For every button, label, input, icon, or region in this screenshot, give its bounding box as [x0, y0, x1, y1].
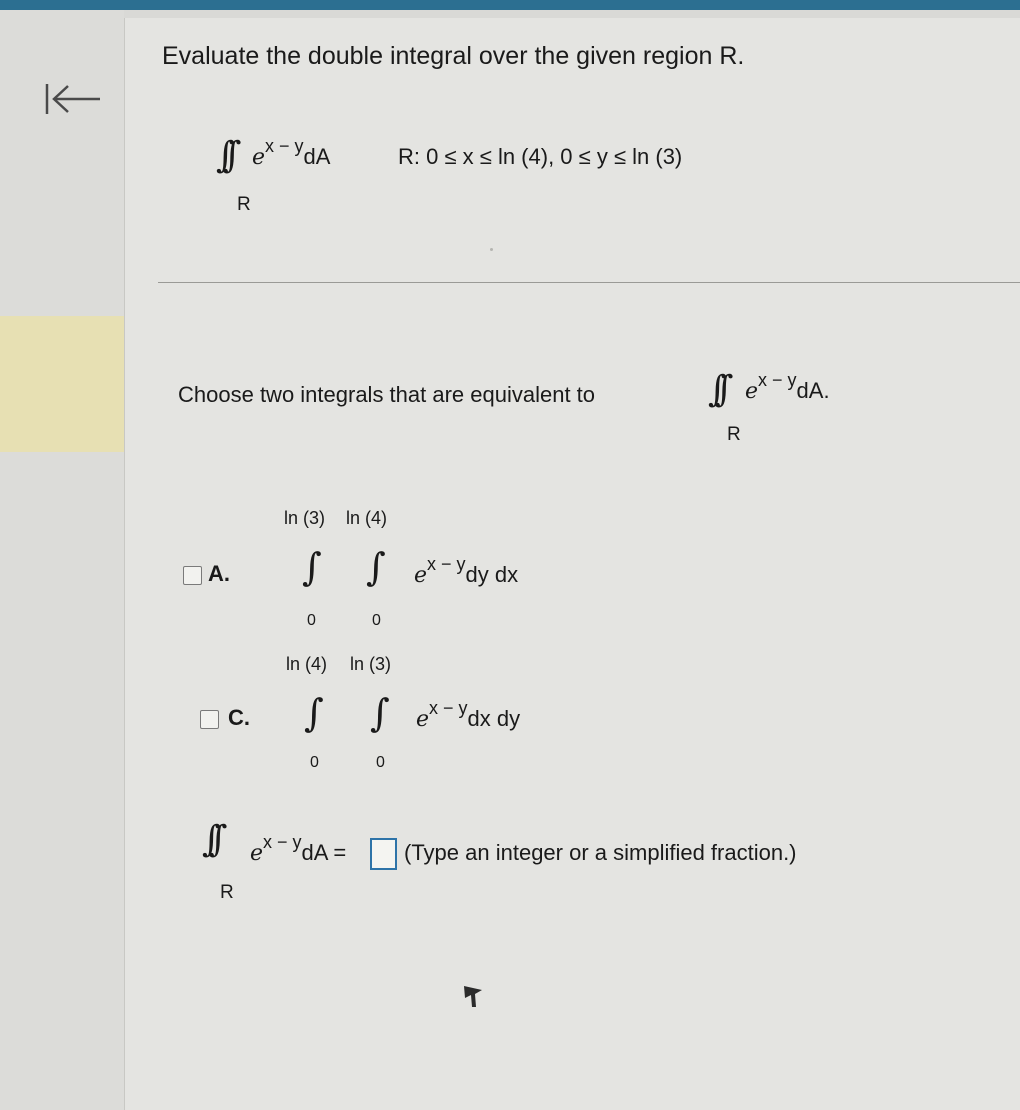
back-arrow-to-bar-icon[interactable] — [44, 82, 104, 116]
option-a-letter: A. — [208, 561, 230, 586]
option-a-outer-integral-sign: ∫ — [302, 545, 322, 589]
integrand — [252, 136, 331, 170]
answer-input-box[interactable] — [370, 838, 397, 870]
option-c-outer-lower: 0 — [310, 754, 319, 771]
top-bar — [0, 0, 1020, 10]
answer-region-subscript: R — [220, 882, 234, 903]
answer-integrand-base: e — [250, 841, 264, 866]
option-a-inner-integral-sign: ∫ — [366, 545, 386, 589]
option-c-inner-integral-sign: ∫ — [370, 691, 390, 735]
prompt-double-integral-sign: ∫∫ — [708, 369, 722, 410]
section-divider — [158, 282, 1020, 283]
integrand-exponent: x − y — [265, 136, 304, 156]
option-c-integrand-exponent: x − y — [429, 698, 468, 718]
option-a-differentials: dy dx — [465, 562, 519, 587]
question-panel — [124, 18, 1020, 1110]
option-c-differentials: dx dy — [467, 706, 521, 731]
option-c-integrand-base: e — [416, 707, 430, 732]
integrand-base: e — [252, 145, 266, 170]
integrand-da: dA — [303, 144, 331, 169]
answer-double-integral-sign: ∫∫ — [202, 819, 216, 860]
option-a-outer-lower: 0 — [307, 612, 316, 629]
prompt-text: Choose two integrals that are equivalent to — [178, 382, 596, 407]
option-c-inner-upper: ln (3) — [350, 654, 392, 674]
option-c-outer-upper: ln (4) — [286, 654, 328, 674]
region-subscript: R — [237, 194, 251, 215]
option-c-checkbox[interactable] — [200, 710, 219, 729]
option-a-integrand — [414, 554, 519, 588]
left-pane — [0, 10, 124, 1110]
option-c-letter: C. — [228, 705, 250, 730]
option-c-outer-integral-sign: ∫ — [304, 691, 324, 735]
option-a-outer-upper: ln (3) — [284, 508, 326, 528]
option-a-inner-lower: 0 — [372, 612, 381, 629]
prompt-integrand-exponent: x − y — [758, 370, 797, 390]
double-integral-sign: ∫∫ — [216, 135, 230, 176]
option-a-integrand-base: e — [414, 563, 428, 588]
answer-integrand-exponent: x − y — [263, 832, 302, 852]
question-title: Evaluate the double integral over the given region R. — [162, 42, 745, 70]
prompt-integrand — [745, 370, 830, 404]
answer-equals: dA = — [301, 840, 347, 865]
option-c-integrand — [416, 698, 521, 732]
prompt-integrand-da: dA. — [796, 378, 830, 403]
dot-artifact — [490, 248, 493, 251]
answer-hint: (Type an integer or a simplified fraction.) — [404, 840, 797, 865]
option-a-inner-upper: ln (4) — [346, 508, 388, 528]
option-a-integrand-exponent: x − y — [427, 554, 466, 574]
prompt-integrand-base: e — [745, 379, 759, 404]
prompt-region-subscript: R — [727, 424, 741, 445]
region-definition: R: 0 ≤ x ≤ ln (4), 0 ≤ y ≤ ln (3) — [398, 144, 683, 169]
left-pane-highlight — [0, 316, 138, 452]
answer-integrand — [250, 832, 347, 866]
mouse-pointer-icon — [462, 980, 484, 1010]
option-a-checkbox[interactable] — [183, 566, 202, 585]
option-c-inner-lower: 0 — [376, 754, 385, 771]
